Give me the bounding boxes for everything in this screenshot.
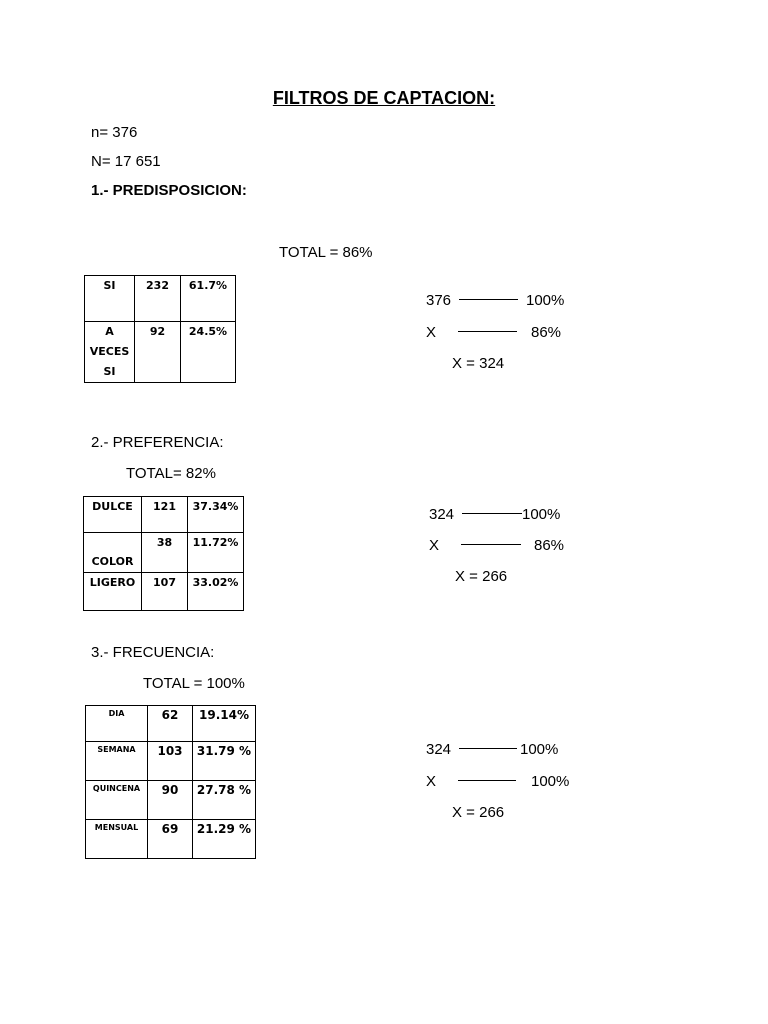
calc-1-row1-right: 100%	[526, 292, 565, 309]
table-cell-count: 69	[148, 820, 193, 859]
preferencia-table	[83, 496, 244, 611]
table-cell-percent: 31.79 %	[193, 742, 256, 781]
table-cell-label: DULCE	[84, 497, 142, 533]
section-2-total: TOTAL= 82%	[126, 465, 216, 482]
table-cell-count: 90	[148, 781, 193, 820]
table-cell-percent: 19.14%	[193, 706, 256, 742]
table-cell-label: DIA	[86, 706, 148, 742]
label-line: SI	[103, 365, 116, 378]
table-row	[86, 781, 256, 820]
calc-2-result: X = 266	[455, 568, 508, 585]
table-cell-percent: 61.7%	[181, 276, 236, 322]
calc-3-row2-left: X	[426, 773, 437, 790]
proportion-line	[458, 780, 516, 781]
table-cell-count: 107	[142, 573, 188, 611]
table-row	[84, 497, 244, 533]
table-cell-label: SI	[85, 276, 135, 322]
table-cell-percent: 11.72%	[188, 533, 244, 573]
table-cell-count: 121	[142, 497, 188, 533]
table-row	[85, 322, 236, 383]
section-1-total: TOTAL = 86%	[279, 244, 373, 261]
table-cell-label	[85, 322, 135, 383]
table-cell-count: 232	[135, 276, 181, 322]
calc-1-row1-left: 376	[426, 292, 452, 309]
table-row	[86, 706, 256, 742]
table-cell-count: 62	[148, 706, 193, 742]
table-cell-label: LIGERO	[84, 573, 142, 611]
table-cell-label: QUINCENA	[86, 781, 148, 820]
proportion-line	[459, 299, 518, 300]
table-row	[86, 742, 256, 781]
population-size-N: N= 17 651	[91, 153, 161, 170]
calc-2-row2-right: 86%	[534, 537, 565, 554]
table-cell-percent: 24.5%	[181, 322, 236, 383]
proportion-line	[461, 544, 521, 545]
table-cell-label: SEMANA	[86, 742, 148, 781]
proportion-line	[458, 331, 517, 332]
table-cell-percent: 33.02%	[188, 573, 244, 611]
section-1-heading: 1.- PREDISPOSICION:	[91, 182, 247, 199]
calc-3-row1-left: 324	[426, 741, 452, 758]
table-cell-count: 92	[135, 322, 181, 383]
proportion-line	[459, 748, 517, 749]
calc-3-row1-right: 100%	[520, 741, 559, 758]
table-row	[85, 276, 236, 322]
calc-3-result: X = 266	[452, 804, 505, 821]
calc-3-row2-right: 100%	[531, 773, 570, 790]
table-cell-percent: 21.29 %	[193, 820, 256, 859]
calc-2-row1-right: 100%	[522, 506, 561, 523]
calc-1-row2-left: X	[426, 324, 437, 341]
table-cell-percent: 27.78 %	[193, 781, 256, 820]
proportion-line	[462, 513, 522, 514]
table-cell-label: MENSUAL	[86, 820, 148, 859]
page-title: FILTROS DE CAPTACION:	[272, 88, 496, 108]
table-row	[86, 820, 256, 859]
table-cell-percent: 37.34%	[188, 497, 244, 533]
table-cell-count: 103	[148, 742, 193, 781]
calc-1-result: X = 324	[452, 355, 505, 372]
frecuencia-table	[85, 705, 256, 859]
section-3-total: TOTAL = 100%	[143, 675, 245, 692]
label-line: VECES	[89, 345, 130, 358]
label-line: A	[105, 325, 114, 338]
table-row	[84, 573, 244, 611]
calc-1-row2-right: 86%	[531, 324, 562, 341]
table-cell-count: 38	[142, 533, 188, 573]
table-row	[84, 533, 244, 573]
calc-2-row2-left: X	[429, 537, 440, 554]
predisposicion-table	[84, 275, 236, 383]
calc-2-row1-left: 324	[429, 506, 455, 523]
section-3-heading: 3.- FRECUENCIA:	[91, 644, 215, 661]
table-cell-label: COLOR	[84, 533, 142, 573]
sample-size-n: n= 376	[91, 124, 138, 141]
section-2-heading: 2.- PREFERENCIA:	[91, 434, 224, 451]
